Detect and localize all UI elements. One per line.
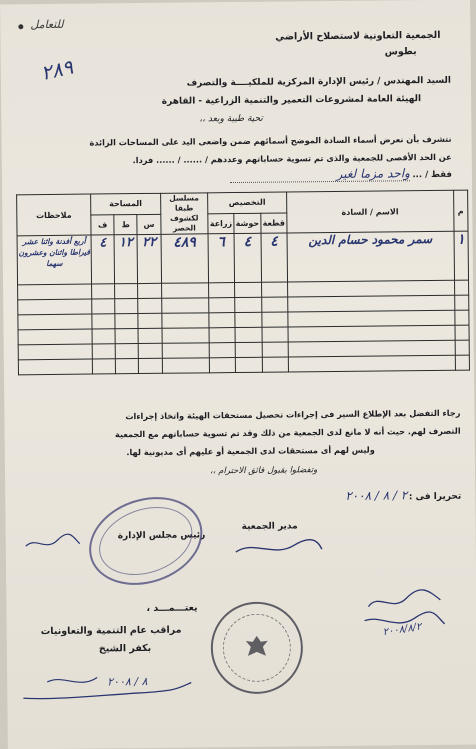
body-line2: عن الحد الأقصى للجمعية والذى تم تسوية حساباتهم وعددهم / ...... / ...... فردا.	[132, 151, 452, 166]
date-label: تحريرا فى :	[408, 491, 462, 503]
only-label: فقط / ...	[412, 169, 452, 181]
table-row	[17, 231, 468, 285]
col-qirat: ط	[114, 214, 137, 235]
cell-name: سمر محمود حسام الدين	[287, 231, 454, 282]
eagle-emblem-icon	[242, 632, 272, 662]
chairman-signature	[22, 532, 82, 555]
only-handwritten: واحد مزما لغير	[230, 166, 410, 183]
right-signature-date: ٢٠٠٨/٨/٢	[382, 621, 423, 639]
cell-feddan: ٤	[91, 235, 115, 284]
col-notes: ملاحظات	[17, 194, 92, 236]
manager-label: مدير الجمعية	[241, 521, 298, 532]
col-serial: م	[453, 190, 468, 231]
supervisor-line2: بكفر الشيخ	[98, 642, 152, 655]
cell-farm: ٦	[208, 234, 234, 283]
col-feddan: ف	[91, 214, 114, 235]
cell-plot: ٤	[261, 233, 287, 282]
col-sahm: س	[137, 214, 160, 235]
cell-basin: ٤	[234, 233, 262, 282]
addressee-line1: السيد المهندس / رئيس الإدارة المركزية للملكيــــة والتصرف	[186, 75, 451, 89]
request-line3: وليس لهم أى مستحقات لدى الجمعية أو عليهم أى مديونية لها.	[126, 444, 375, 458]
owners-table	[16, 190, 470, 376]
manager-signature	[234, 535, 324, 560]
col-plot: قطعة	[261, 212, 287, 233]
request-line1: رجاء التفضل بعد الإطلاع السير فى إجراءات تحصيل مستحقات الهيئة واتخاذ إجراءات	[125, 407, 461, 422]
handwritten-reference: ٢٨٩	[38, 54, 76, 86]
closing-line: وتفضلوا بقبول فائق الاحترام ،،	[209, 465, 318, 477]
col-farm: زراعة	[208, 213, 234, 234]
body-line1: نتشرف بأن نعرض أسماء السادة الموضح أسمائهم ضمن واضعى اليد على المساحات الزائدة	[89, 133, 452, 148]
request-line2: التصرف لهم. حيث أنه لا مانع لدى الجمعية من ذلك وقد تم تسوية حساباتهم مع الجمعية	[114, 425, 461, 440]
cell-matching: ٤٨٩	[161, 234, 209, 283]
association-seal	[77, 483, 214, 600]
date-value: ٢ / ٨ / ٢٠٠٨	[345, 488, 408, 503]
col-area: المساحة	[91, 193, 161, 214]
corner-note: للتعامل	[30, 17, 64, 32]
greeting: تحية طيبة وبعد ،،	[199, 113, 263, 125]
eagle-round-seal	[210, 601, 303, 694]
cell-notes: أربع أفدنة واثنا عشر قيراطا واثنان وعشرون سهما	[17, 235, 92, 285]
org-name: الجمعية التعاونية لاستصلاح الأراضي	[275, 29, 441, 43]
col-matching: مسلسل طبقا لكشوف الحصر	[160, 193, 208, 234]
org-branch: بطوس	[384, 46, 417, 58]
col-allocation: التخصيص	[208, 192, 287, 213]
signature-note: ٨ / ٢٠٠٨	[107, 674, 148, 689]
addressee-line2: الهيئة العامة لمشروعات التعمير والتنمية الزراعية - القاهرة	[161, 94, 422, 107]
supervisor-line1: مراقب عام التنمية والتعاونيات	[40, 624, 182, 638]
col-name: الاسم / السادة	[286, 190, 453, 233]
cell-sahm: ٢٢	[138, 234, 162, 283]
cell-qirat: ١٢	[114, 235, 138, 284]
approved-label: يعتـــمـــد ،	[146, 602, 198, 614]
chairman-label: رئيس مجلس الإدارة	[117, 530, 206, 542]
cell-serial: ١	[454, 231, 469, 280]
col-basin: حوشة	[234, 213, 261, 234]
corner-dot	[18, 24, 23, 29]
